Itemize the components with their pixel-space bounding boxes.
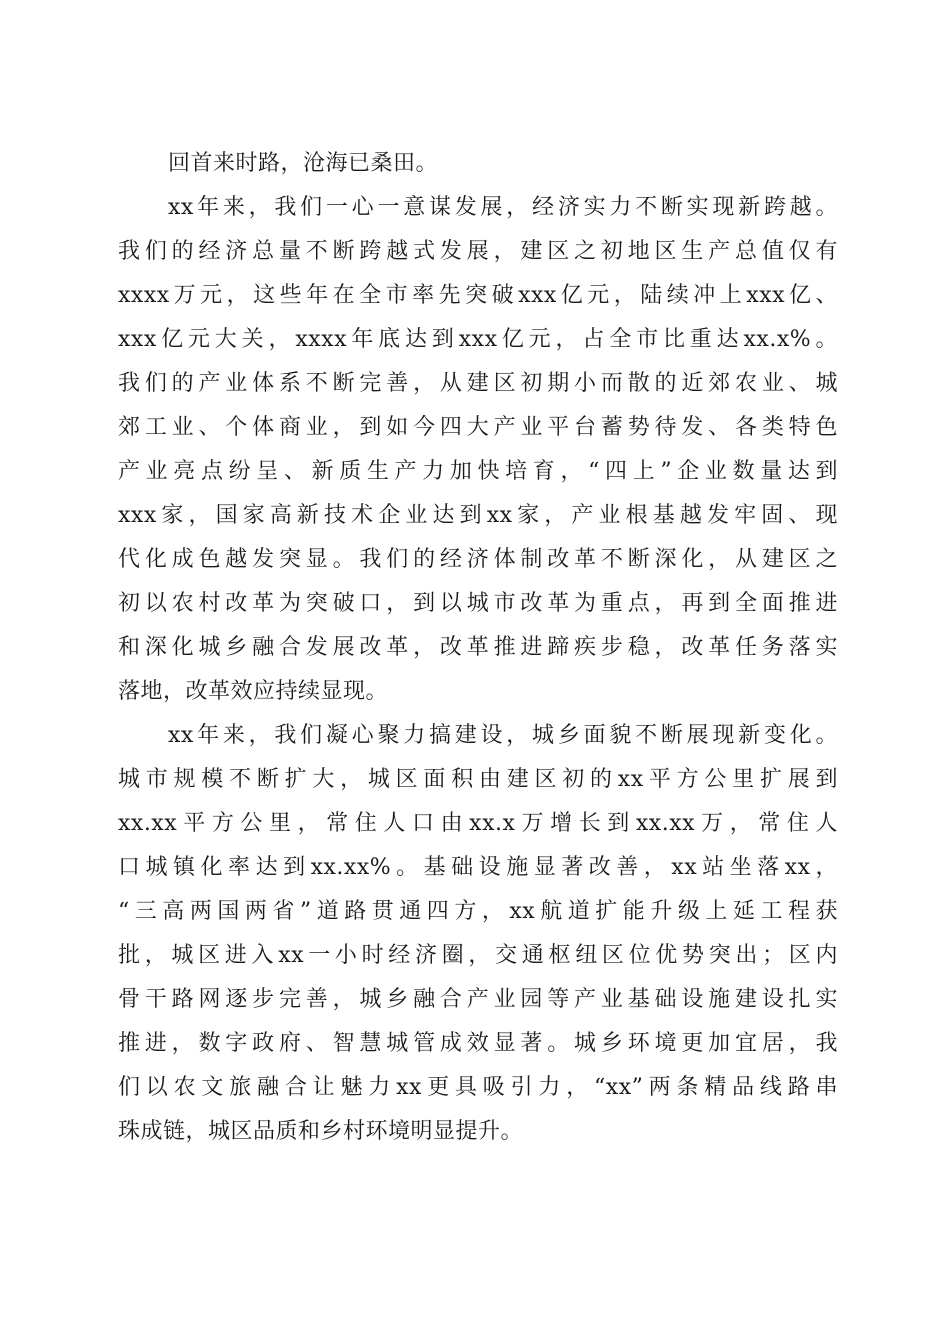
paragraph-3-line: “三高两国两省”道路贯通四方，xx航道扩能升级上延工程获 (118, 899, 838, 924)
paragraph-2-line: 落地，改革效应持续显现。 (118, 679, 389, 704)
paragraph-3-line: 骨干路网逐步完善，城乡融合产业园等产业基础设施建设扎实 (118, 987, 838, 1012)
paragraph-2-line: xxx家，国家高新技术企业达到xx家，产业根基越发牢固、现 (118, 503, 838, 528)
paragraph-2-line: 和深化城乡融合发展改革，改革推进蹄疾步稳，改革任务落实 (118, 635, 838, 660)
paragraph-1-line: 回首来时路，沧海已桑田。 (168, 151, 439, 176)
paragraph-3-line: 珠成链，城区品质和乡村环境明显提升。 (118, 1119, 524, 1144)
paragraph-2-line: 郊工业、个体商业，到如今四大产业平台蓄势待发、各类特色 (118, 415, 838, 440)
paragraph-3-line: 推进，数字政府、智慧城管成效显著。城乡环境更加宜居，我 (118, 1031, 838, 1056)
paragraph-2-line: 代化成色越发突显。我们的经济体制改革不断深化，从建区之 (118, 547, 838, 572)
paragraph-3-line: 口城镇化率达到xx.xx%。基础设施显著改善，xx站坐落xx， (118, 855, 838, 880)
paragraph-2-line: 我们的经济总量不断跨越式发展，建区之初地区生产总值仅有 (118, 239, 838, 264)
paragraph-2-line: 我们的产业体系不断完善，从建区初期小而散的近郊农业、城 (118, 371, 838, 396)
paragraph-3-line: 们以农文旅融合让魅力xx更具吸引力，“xx”两条精品线路串 (118, 1075, 838, 1100)
paragraph-3-line: 批，城区进入xx一小时经济圈，交通枢纽区位优势突出；区内 (118, 943, 838, 968)
paragraph-3-line: xx年来，我们凝心聚力搞建设，城乡面貌不断展现新变化。 (168, 723, 838, 748)
paragraph-2-line: xx年来，我们一心一意谋发展，经济实力不断实现新跨越。 (168, 195, 838, 220)
paragraph-3-line: xx.xx平方公里，常住人口由xx.x万增长到xx.xx万，常住人 (118, 811, 838, 836)
paragraph-3-line: 城市规模不断扩大，城区面积由建区初的xx平方公里扩展到 (118, 767, 838, 792)
paragraph-2-line: 初以农村改革为突破口，到以城市改革为重点，再到全面推进 (118, 591, 838, 616)
paragraph-2-line: xxx亿元大关，xxxx年底达到xxx亿元，占全市比重达xx.x%。 (118, 327, 838, 352)
paragraph-2-line: xxxx万元，这些年在全市率先突破xxx亿元，陆续冲上xxx亿、 (118, 283, 838, 308)
paragraph-2-line: 产业亮点纷呈、新质生产力加快培育，“四上”企业数量达到 (118, 459, 838, 484)
